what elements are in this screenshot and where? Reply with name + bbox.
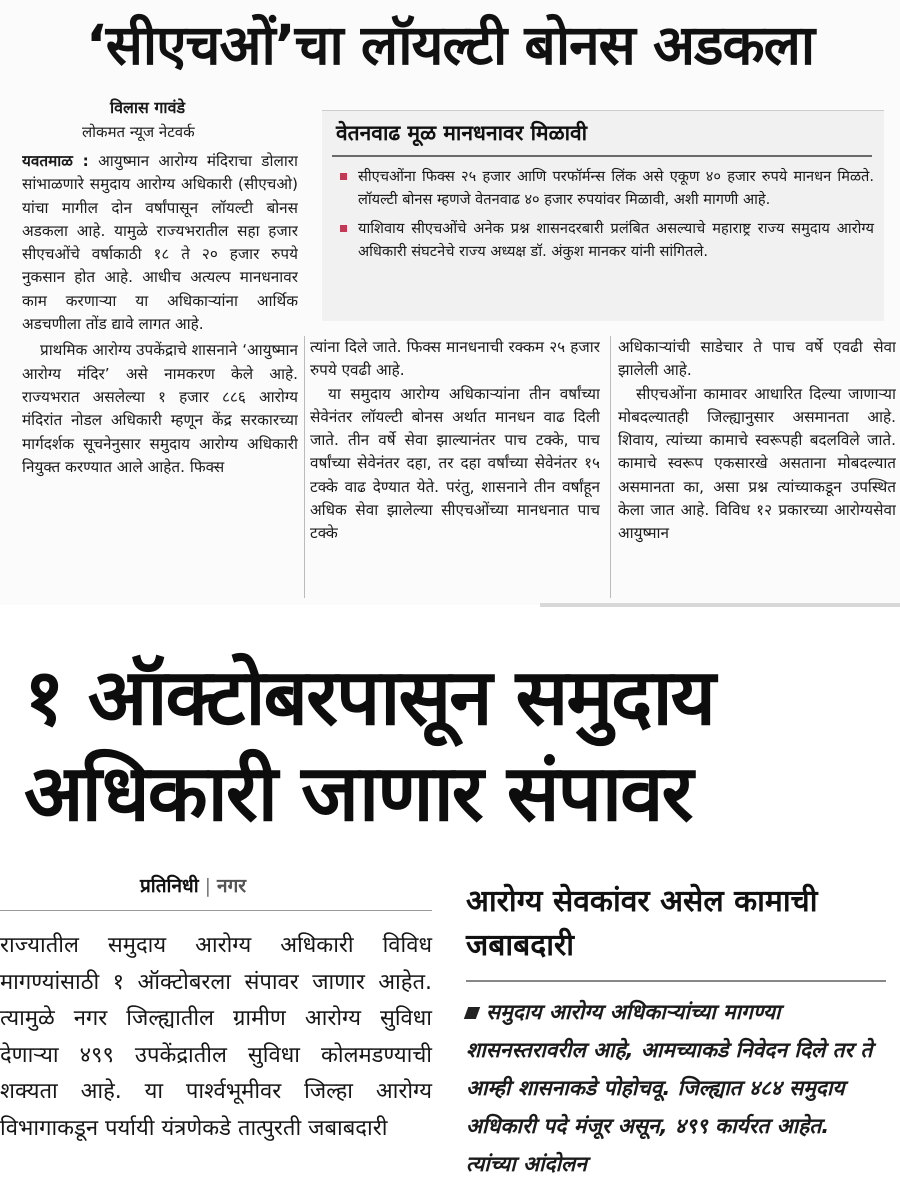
article2-headline xyxy=(24,650,714,842)
sidebar-box-title: वेतनवाढ मूळ मानधनावर मिळावी xyxy=(336,121,588,145)
article2-subhead: आरोग्य सेवकांवर असेल कामाची जबाबदारी xyxy=(466,884,818,963)
article1-column-3 xyxy=(618,336,896,598)
news-clipping-strike xyxy=(0,610,900,1200)
article1-column-1 xyxy=(22,150,298,600)
article1-col1-para1: आयुष्मान आरोग्य मंदिराचा डोलारा सांभाळणारे समुदाय आरोग्य अधिकारी (सीएचओ) यांचा मागील दोन वर्षांपासून लॉयल्टी बोनस अडकला आहे. यामुळे राज्यभरातील सहा हजार सीएचओंचे वर्षाकाठी १८ ते २० हजार रुपये नुकसान होत आहे. आधीच अत्यल्प मानधनावर काम करणाऱ्या या अधिकाऱ्यांना आर्थिक अडचणीला तोंड द्यावे लागत आहे. xyxy=(22,152,298,334)
subhead-rule xyxy=(466,980,886,982)
article1-col3-para2: सीएचओंना कामावर आधारित दिल्या जाणाऱ्या मोबदल्यातही जिल्ह्यानुसार असमानता आहे. शिवाय, त्यांच्या कामाचे स्वरूपही बदलविले जाते. कामाचे स्वरूप एकसारखे असताना मोबदल्यात असमानता का, असा प्रश्न त्यांच्याकडून उपस्थित केला जात आहे. विविध १२ प्रकारच्या आरोग्यसेवा आयुष्मान xyxy=(618,384,896,543)
byline-separator: | xyxy=(204,875,212,897)
article1-column-2 xyxy=(310,336,600,598)
article1-col2-para2: या समुदाय आरोग्य अधिकाऱ्यांना तीन वर्षांच्या सेवेनंतर लॉयल्टी बोनस अर्थात मानधन वाढ दिली जाते. तीन वर्षे सेवा झाल्यानंतर पाच टक्के, पाच वर्षांच्या सेवेनंतर दहा, तर दहा वर्षांच्या सेवेनंतर १५ टक्के वाढ देण्यात येते. परंतु, शासनाने तीन वर्षांहून अधिक सेवा झालेल्या सीएचओंच्या मानधनात पाच टक्के xyxy=(310,384,600,543)
article1-col2-para1: त्यांना दिले जाते. फिक्स मानधनाची रक्कम २५ हजार रुपये एवढी आहे. xyxy=(310,338,600,380)
article1-col1-para2: प्राथमिक आरोग्य उपकेंद्राचे शासनाने ‘आयुष्मान आरोग्य मंदिर’ असे नामकरण केले आहे. राज्यभरात असलेल्या १ हजार ८८६ आरोग्य मंदिरांत नोडल अधिकारी म्हणून केंद्र सरकारच्या मार्गदर्शक सूचनेनुसार समुदाय आरोग्य अधिकारी नियुक्त करण्यात आले आहेत. फिक्स xyxy=(22,341,298,476)
sidebar-box-item: सीएचओंना फिक्स २५ हजार आणि परफॉर्मन्स लिंक असे एकूण ४० हजार रुपये मानधन मिळते. लॉयल्टी बोनस म्हणजे वेतनवाढ ४० हजार रुपयांवर मिळावी, अशी मागणी आहे. xyxy=(338,165,874,211)
square-bullet-icon xyxy=(340,225,347,232)
article1-col3-para1: अधिकाऱ्यांची साडेचार ते पाच वर्षे एवढी सेवा झालेली आहे. xyxy=(618,338,896,380)
article2-body: राज्यातील समुदाय आरोग्य अधिकारी विविध मागण्यांसाठी १ ऑक्टोबरला संपावर जाणार आहेत. त्यामुळे नगर जिल्ह्यातील ग्रामीण आरोग्य सुविधा देणाऱ्या ४९९ उपकेंद्रातील सुविधा कोलमडण्याची शक्यता आहे. या पार्श्वभूमीवर जिल्हा आरोग्य विभागाकडून पर्यायी यंत्रणेकडे तात्पुरती जबाबदारी xyxy=(0,933,432,1141)
column-rule xyxy=(610,336,611,598)
sidebar-box-item: याशिवाय सीएचओंचे अनेक प्रश्न शासनदरबारी प्रलंबित असल्याचे महाराष्ट्र राज्य समुदाय आरोग्य अधिकारी संघटनेचे राज्य अध्यक्ष डॉ. अंकुश मानकर यांनी सांगितले. xyxy=(338,217,874,263)
article2-reporter: प्रतिनिधी xyxy=(140,875,199,897)
article2-headline-line2: अधिकारी जाणार संपावर xyxy=(24,749,692,839)
clipping-divider xyxy=(540,603,900,607)
article2-byline xyxy=(140,872,246,898)
article2-headline-line1: १ ऑक्टोबरपासून समुदाय xyxy=(24,653,714,743)
article1-dateline: यवतमाळ : xyxy=(22,152,89,170)
column-rule xyxy=(304,336,305,598)
sidebar-box-list xyxy=(338,165,874,269)
article1-author: विलास गावंडे xyxy=(110,98,186,117)
article2-place: नगर xyxy=(217,875,247,897)
article1-headline: ‘सीएचओं’चा लॉयल्टी बोनस अडकला xyxy=(85,13,815,77)
byline-rule xyxy=(0,910,432,911)
article1-sidebar-box xyxy=(322,110,884,321)
article1-agency: लोकमत न्यूज नेटवर्क xyxy=(82,123,195,141)
article2-quote: समुदाय आरोग्य अधिकाऱ्यांच्या मागण्या शासनस्तरावरील आहे, आमच्याकडे निवेदन दिले तर ते आम्ही शासनाकडे पोहोचवू. जिल्ह्यात ४८४ समुदाय अधिकारी पदे मंजूर असून, ४९९ कार्यरत आहेत. त्यांच्या आंदोलन xyxy=(466,993,886,1183)
sidebar-box-rule xyxy=(332,155,872,157)
quote-marker-icon xyxy=(464,1007,480,1019)
square-bullet-icon xyxy=(340,173,347,180)
